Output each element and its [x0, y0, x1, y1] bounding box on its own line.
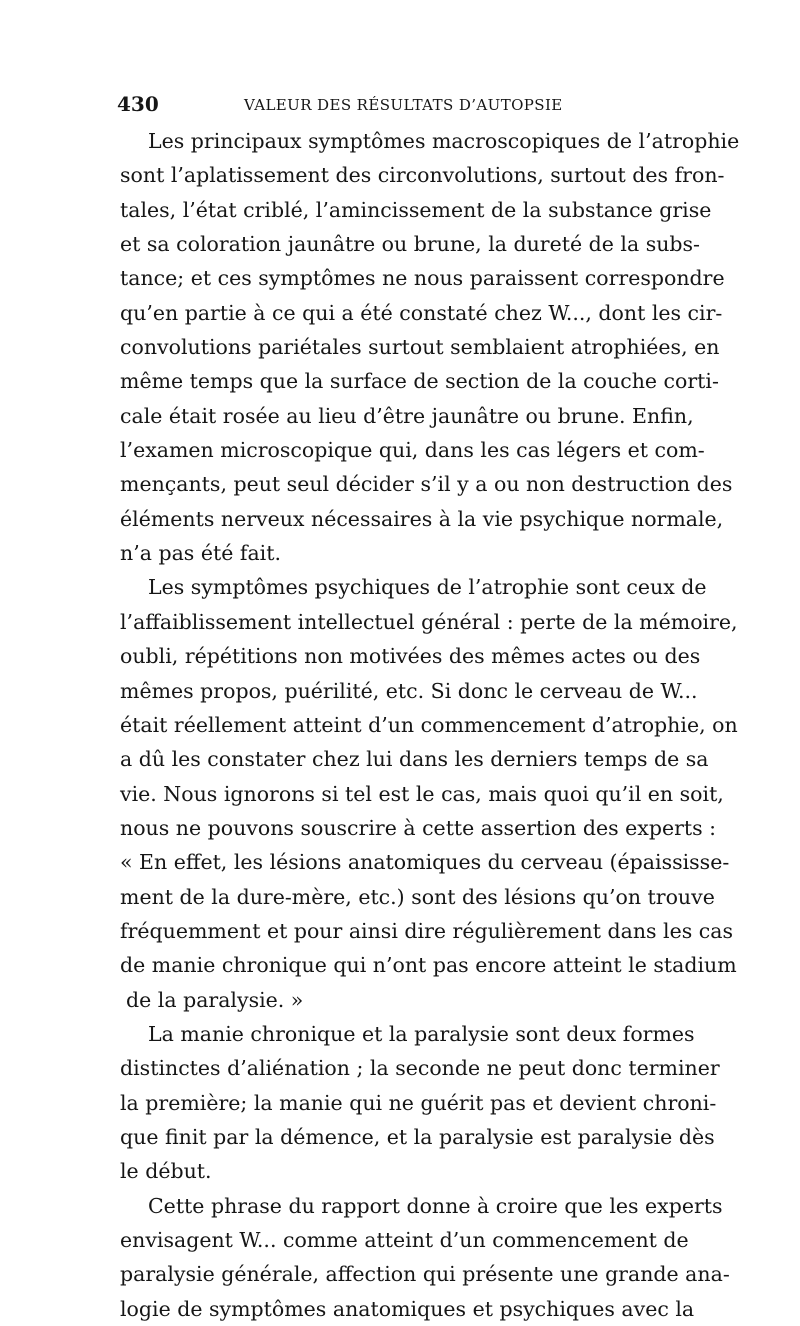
text-line: la première; la manie qui ne guérit pas et devient chroni-	[120, 1090, 717, 1115]
text-line: nous ne pouvons souscrire à cette assertion des experts :	[120, 815, 717, 840]
text-line: l’affaiblissement intellectuel général : perte de la mémoire,	[120, 609, 738, 634]
text-line: envisagent W... comme atteint d’un commencement de	[120, 1228, 689, 1252]
text-line: a dû les constater chez lui dans les derniers temps de sa	[120, 747, 709, 772]
text-line: Les symptômes psychiques de l’atrophie sont ceux de	[148, 575, 707, 600]
text-line: de manie chronique qui n’ont pas encore atteint le stadium	[120, 953, 737, 978]
running-head: VALEUR DES RÉSULTATS D’AUTOPSIE	[244, 96, 563, 114]
text-line: mêmes propos, puérilité, etc. Si donc le cerveau de W...	[120, 678, 698, 703]
text-line: que finit par la démence, et la paralysie est paralysie dès	[120, 1124, 715, 1149]
text-line: Les principaux symptômes macroscopiques de l’atrophie	[148, 129, 740, 153]
page-number: 430	[117, 92, 159, 116]
text-line: oubli, répétitions non motivées des mêmes actes ou des	[120, 644, 701, 669]
text-line: convolutions pariétales surtout semblaient atrophiées, en	[120, 335, 720, 360]
text-line: qu’en partie à ce qui a été constaté chez W..., dont les cir-	[120, 300, 723, 325]
text-line: Cette phrase du rapport donne à croire que les experts	[148, 1193, 723, 1218]
text-line: et sa coloration jaunâtre ou brune, la dureté de la subs-	[120, 232, 700, 257]
text-line: mençants, peut seul décider s’il y a ou non destruction des	[120, 472, 733, 497]
text-line: distinctes d’aliénation ; la seconde ne peut donc terminer	[120, 1056, 720, 1081]
text-line: sont l’aplatissement des circonvolutions, surtout des fron-	[120, 163, 725, 188]
text-line: tales, l’état criblé, l’amincissement de la substance grise	[120, 197, 712, 222]
text-line: ment de la dure-mère, etc.) sont des lésions qu’on trouve	[120, 884, 715, 909]
text-line: logie de symptômes anatomiques et psychiques avec la	[120, 1296, 695, 1321]
text-line: le début.	[120, 1159, 212, 1184]
text-line: tance; et ces symptômes ne nous paraissent correspondre	[120, 266, 725, 291]
text-line: paralysie générale, affection qui présente une grande ana-	[120, 1262, 730, 1287]
text-line: cale était rosée au lieu d’être jaunâtre ou brune. Enfin,	[120, 403, 694, 428]
text-line: même temps que la surface de section de la couche corti-	[120, 369, 719, 394]
body-text	[120, 124, 740, 1326]
text-line: était réellement atteint d’un commencement d’atrophie, on	[120, 712, 738, 737]
text-line: « En effet, les lésions anatomiques du cerveau (épaississe-	[120, 850, 730, 875]
text-line: l’examen microscopique qui, dans les cas légers et com-	[120, 438, 705, 463]
text-line: n’a pas été fait.	[120, 541, 281, 566]
text-line: vie. Nous ignorons si tel est le cas, mais quoi qu’il en soit,	[120, 781, 724, 806]
text-line: éléments nerveux nécessaires à la vie psychique normale,	[120, 506, 724, 531]
page-header	[117, 92, 677, 116]
text-line: fréquemment et pour ainsi dire régulièrement dans les cas	[120, 918, 734, 943]
text-line: La manie chronique et la paralysie sont deux formes	[148, 1021, 695, 1046]
text-line: de la paralysie. »	[126, 987, 304, 1012]
